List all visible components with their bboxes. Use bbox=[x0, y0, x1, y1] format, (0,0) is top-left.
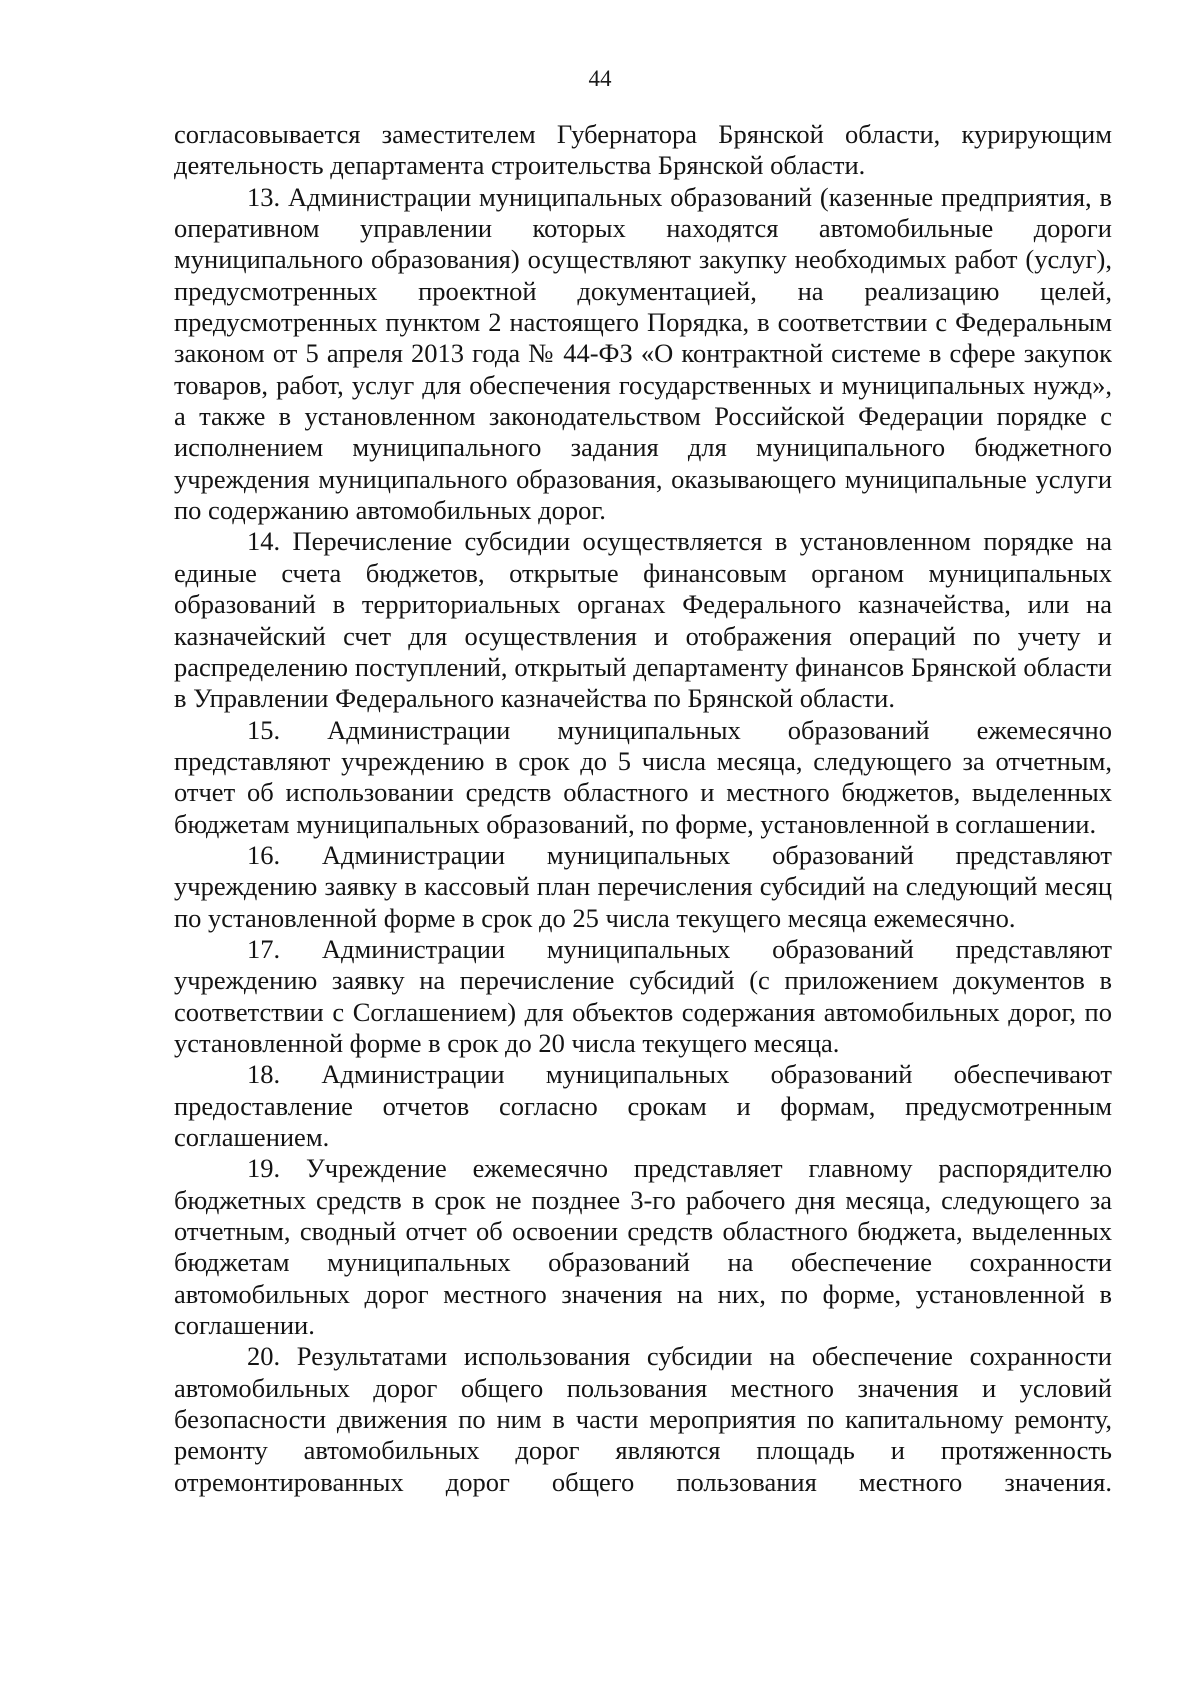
paragraph-13: 13. Администрации муниципальных образований (казенные предприятия, в оперативном управлении которых находятся автомобильные дороги муниципального образования) осуществляют закупку необходимых работ (услуг), предусмотренных проектной документацией, на реализацию целей, предусмотренных пунктом 2 настоящего Порядка, в соответствии с Федеральным законом от 5 апреля 2013 года № 44-ФЗ «О контрактной системе в сфере закупок товаров, работ, услуг для обеспечения государственных и муниципальных нужд», а также в установленном законодательством Российской Федерации порядке с исполнением муниципального задания для муниципального бюджетного учреждения муниципального образования, оказывающего муниципальные услуги по содержанию автомобильных дорог. bbox=[174, 181, 1112, 526]
paragraph-continuation: согласовывается заместителем Губернатора Брянской области, курирующим деятельность департамента строительства Брянской области. bbox=[174, 119, 1112, 181]
paragraph-15: 15. Администрации муниципальных образований ежемесячно представляют учреждению в срок до 5 числа месяца, следующего за отчетным, отчет об использовании средств областного и местного бюджетов, выделенных бюджетам муниципальных образований, по форме, установленной в соглашении. bbox=[174, 714, 1112, 839]
document-body bbox=[174, 119, 1112, 1498]
paragraph-19: 19. Учреждение ежемесячно представляет главному распорядителю бюджетных средств в срок не позднее 3-го рабочего дня месяца, следующего за отчетным, сводный отчет об освоении средств областного бюджета, выделенных бюджетам муниципальных образований на обеспечение сохранности автомобильных дорог местного значения на них, по форме, установленной в соглашении. bbox=[174, 1153, 1112, 1341]
paragraph-20: 20. Результатами использования субсидии на обеспечение сохранности автомобильных дорог общего пользования местного значения и условий безопасности движения по ним в части мероприятия по капитальному ремонту, ремонту автомобильных дорог являются площадь и протяженность отремонтированных дорог общего пользования местного значения. bbox=[174, 1341, 1112, 1497]
paragraph-18: 18. Администрации муниципальных образований обеспечивают предоставление отчетов согласно срокам и формам, предусмотренным соглашением. bbox=[174, 1059, 1112, 1152]
paragraph-17: 17. Администрации муниципальных образований представляют учреждению заявку на перечисление субсидий (с приложением документов в соответствии с Соглашением) для объектов содержания автомобильных дорог, по установленной форме в срок до 20 числа текущего месяца. bbox=[174, 933, 1112, 1058]
page-number: 44 bbox=[588, 66, 612, 91]
paragraph-16: 16. Администрации муниципальных образований представляют учреждению заявку в кассовый план перечисления субсидий на следующий месяц по установленной форме в срок до 25 числа текущего месяца ежемесячно. bbox=[174, 839, 1112, 933]
paragraph-14: 14. Перечисление субсидии осуществляется в установленном порядке на единые счета бюджетов, открытые финансовым органом муниципальных образований в территориальных органах Федерального казначейства, или на казначейский счет для осуществления и отображения операций по учету и распределению поступлений, открытый департаменту финансов Брянской области в Управлении Федерального казначейства по Брянской области. bbox=[174, 526, 1112, 714]
